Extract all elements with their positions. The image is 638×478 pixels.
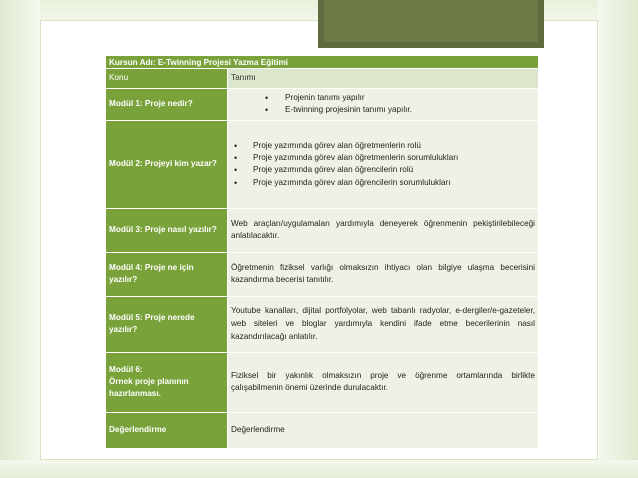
- table-row: [106, 296, 539, 352]
- module-6-label-line-3: hazırlanması.: [109, 389, 161, 399]
- background-bottom-band: [0, 460, 638, 478]
- background-right-band: [598, 0, 638, 478]
- table-header-row: [106, 69, 539, 89]
- course-table: [105, 55, 539, 449]
- module-3-definition: Web araçları/uygulamaları yardımıyla deneyerek öğrenmenin pekiştirilebileceği anlatılacaktır.: [228, 208, 539, 252]
- module-6-definition: Fiziksel bir yakınlık olmaksızın proje ve öğrenme ortamlarında birlikte çalışabilmenin önemi üzerinde durulacaktır.: [228, 352, 539, 412]
- module-6-label: [106, 352, 228, 412]
- table-row: [106, 208, 539, 252]
- list-item: • Proje yazımında görev alan öğrencilerin sorumlulukları: [231, 177, 535, 189]
- list-item: • Proje yazımında görev alan öğretmenlerin sorumlulukları: [231, 152, 535, 164]
- list-item: • Proje yazımında görev alan öğretmenlerin rolü: [231, 140, 535, 152]
- module-4-definition: Öğretmenin fiziksel varlığı olmaksızın ihtiyacı olan bilgiye ulaşma becerisini kazandırma becerisi tanıtılır.: [228, 252, 539, 296]
- module-5-definition: Youtube kanalları, dijital portfolyolar, web tabanlı radyolar, e-dergiler/e-gazeteler, web siteleri ve bloglar yardımıyla kendini ifade etme becerilerinin nasıl kazandırılacağı anlatılır.: [228, 296, 539, 352]
- module-2-definition: [228, 120, 539, 208]
- table-row: [106, 412, 539, 448]
- list-item: • Proje yazımında görev alan öğrencilerin rolü: [231, 164, 535, 176]
- table-row: [106, 252, 539, 296]
- table-title-row: [106, 56, 539, 69]
- module-1-label: Modül 1: Proje nedir?: [106, 88, 228, 120]
- evaluation-label: Değerlendirme: [106, 412, 228, 448]
- title-accent-inner: [324, 0, 538, 42]
- module-5-label: Modül 5: Proje nerede yazılır?: [106, 296, 228, 352]
- module-6-label-line-2: Örnek proje planının: [109, 377, 189, 387]
- table-row: [106, 88, 539, 120]
- list-item: • E-twinning projesinin tanımı yapılır.: [231, 104, 535, 116]
- evaluation-definition: Değerlendirme: [228, 412, 539, 448]
- module-2-label: Modül 2: Projeyi kim yazar?: [106, 120, 228, 208]
- header-definition: Tanımı: [228, 69, 539, 89]
- list-item: • Projenin tanımı yapılır: [231, 92, 535, 104]
- module-1-definition: [228, 88, 539, 120]
- module-2-bullets: [231, 140, 535, 189]
- module-4-label: Modül 4: Proje ne için yazılır?: [106, 252, 228, 296]
- table-row: [106, 352, 539, 412]
- module-6-label-line-1: Modül 6:: [109, 364, 143, 374]
- module-3-label: Modül 3: Proje nasıl yazılır?: [106, 208, 228, 252]
- module-1-bullets: [231, 92, 535, 117]
- course-title: Kursun Adı: E-Twinning Projesi Yazma Eğitimi: [106, 56, 539, 69]
- table-row: [106, 120, 539, 208]
- header-topic: Konu: [106, 69, 228, 89]
- background-left-band: [0, 0, 40, 478]
